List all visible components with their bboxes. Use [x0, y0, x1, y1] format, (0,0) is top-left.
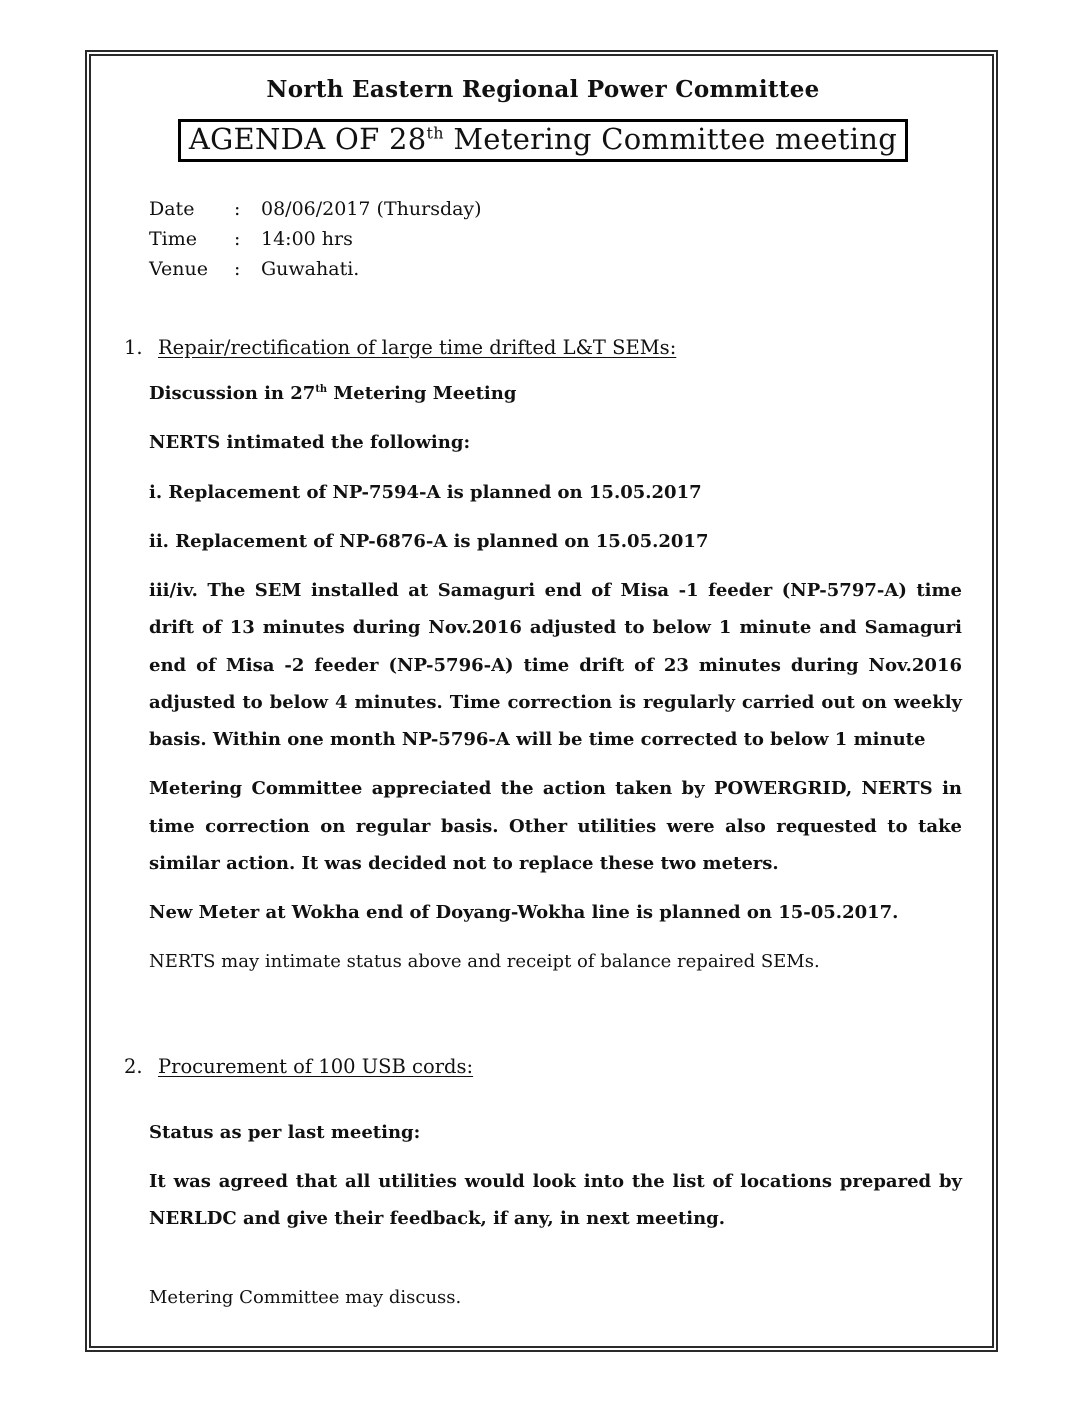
paragraph-it-was-agreed: It was agreed that all utilities would look into the list of locations prepared by NERLDC and give their feedback, if any, in next meeting. [149, 1170, 962, 1229]
paragraph-item-iii-iv: iii/iv. The SEM installed at Samaguri end of Misa -1 feeder (NP-5797-A) time drift of 13 minutes during Nov.2016 adjusted to below 1 minute and Samaguri end of Misa -2 feeder (NP-5796-A) time drift of 23 minutes during Nov.2016 adjusted to below 4 minutes. Time correction is regularly carried out on weekly basis. Within one month NP-5796-A will be time corrected to below 1 minute [149, 580, 962, 750]
meta-label-venue: Venue [149, 258, 208, 280]
paragraph-status-last-meeting: Status as per last meeting: [149, 1121, 421, 1143]
meta-label-time: Time [149, 228, 198, 250]
meta-separator: : [234, 198, 241, 220]
meeting-meta [149, 194, 962, 284]
section-2 [124, 1055, 962, 1317]
meta-row-date [149, 194, 962, 224]
paragraph-item-i: i. Replacement of NP-7594-A is planned on 15.05.2017 [149, 481, 702, 503]
agenda-heading-pre: AGENDA OF 28 [188, 122, 427, 156]
section-2-heading-row [124, 1055, 962, 1078]
section-2-heading: Procurement of 100 USB cords: [158, 1054, 474, 1078]
section-1 [124, 336, 962, 981]
paragraph-discussion [149, 375, 962, 412]
meta-separator: : [234, 258, 241, 280]
meta-separator: : [234, 228, 241, 250]
meta-row-venue [149, 254, 962, 284]
meta-value-venue: Guwahati. [261, 258, 360, 280]
paragraph-nerts-status: NERTS may intimate status above and receipt of balance repaired SEMs. [149, 951, 820, 973]
agenda-heading-box [178, 119, 908, 162]
meta-value-date: 08/06/2017 (Thursday) [261, 198, 482, 220]
paragraph-discussion-pre: Discussion in 27 [149, 383, 316, 404]
section-2-number: 2. [124, 1054, 143, 1078]
paragraph-committee-appreciated: Metering Committee appreciated the action taken by POWERGRID, NERTS in time correction on regular basis. Other utilities were also requested to take similar action. It was decided not to replace these two meters. [149, 778, 962, 874]
document-page [85, 50, 998, 1352]
paragraph-committee-may-discuss: Metering Committee may discuss. [149, 1287, 462, 1309]
paragraph-item-ii: ii. Replacement of NP-6876-A is planned on 15.05.2017 [149, 530, 709, 552]
agenda-heading-ordinal: th [426, 123, 444, 143]
agenda-heading-post: Metering Committee meeting [443, 122, 898, 156]
paragraph-nerts-intimated: NERTS intimated the following: [149, 432, 471, 454]
section-1-heading: Repair/rectification of large time drifted L&T SEMs: [158, 336, 677, 359]
meta-value-time: 14:00 hrs [261, 228, 353, 250]
section-1-heading-row [124, 336, 962, 359]
agenda-heading-wrap [124, 119, 962, 162]
paragraph-discussion-post: Metering Meeting [327, 383, 517, 404]
meta-label-date: Date [149, 198, 195, 220]
paragraph-new-meter: New Meter at Wokha end of Doyang-Wokha line is planned on 15-05.2017. [149, 902, 899, 923]
section-1-number: 1. [124, 336, 143, 359]
meta-row-time [149, 224, 962, 254]
page-title: North Eastern Regional Power Committee [266, 76, 820, 103]
paragraph-discussion-ordinal: th [315, 384, 328, 395]
